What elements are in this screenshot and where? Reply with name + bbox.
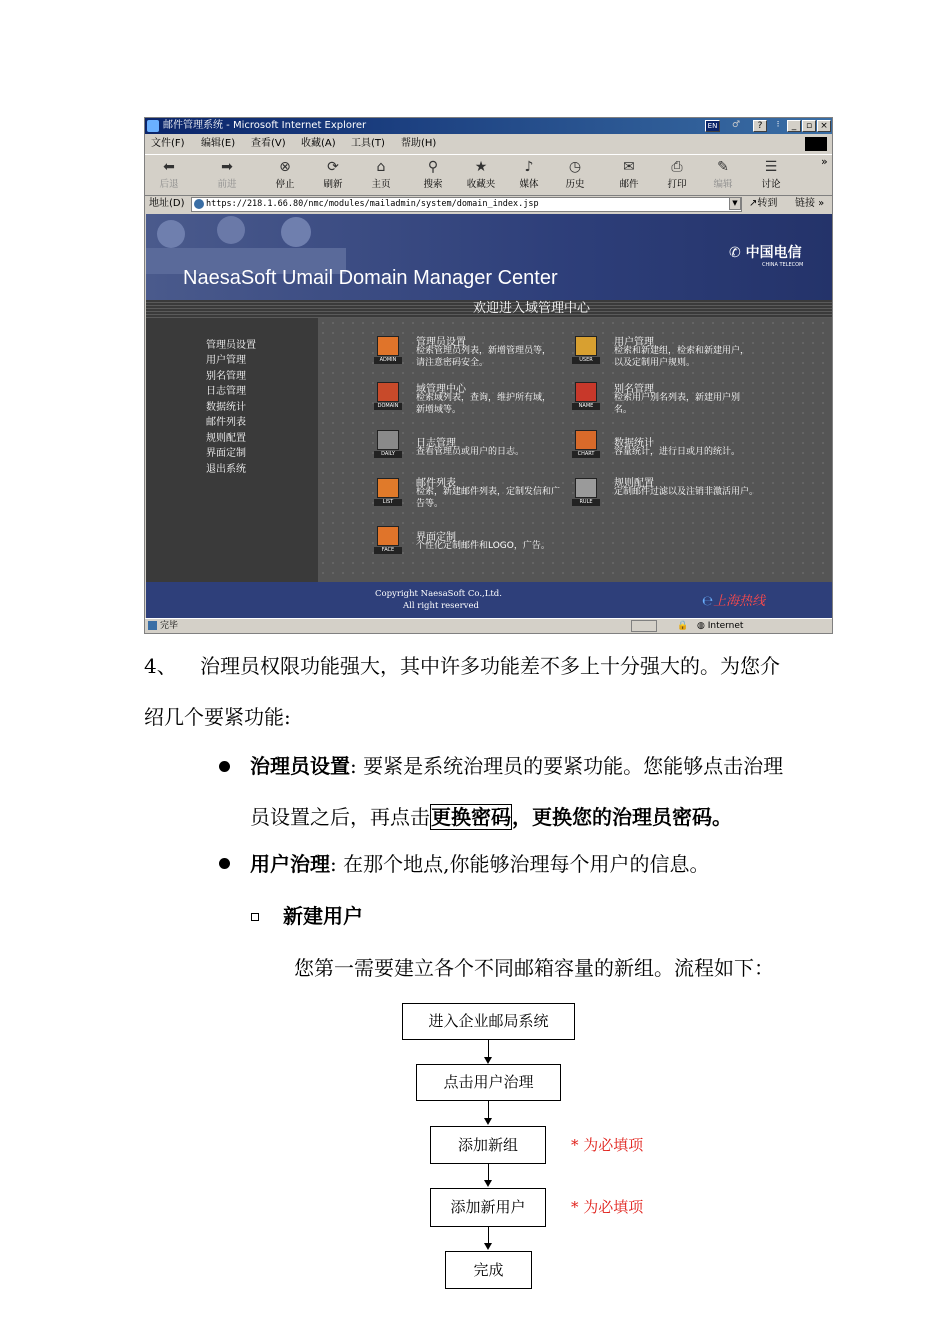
nav-mail-list[interactable]: 邮件列表 xyxy=(206,417,246,428)
discuss-button[interactable]: ☰ 讨论 xyxy=(761,159,781,190)
bullet-1-title: 治理员设置 xyxy=(250,754,350,778)
edit-icon: ✎ xyxy=(717,159,729,175)
title-bar xyxy=(145,118,832,134)
rule-module-icon[interactable]: RULE xyxy=(572,478,600,506)
module-title-rule[interactable]: 规则配置 xyxy=(614,478,654,489)
web-content xyxy=(146,214,832,618)
envelope-icon xyxy=(377,478,399,498)
menu-help[interactable]: 帮助(H) xyxy=(401,138,437,149)
flow-step-finish: 完成 xyxy=(445,1251,532,1289)
sub-paragraph: 您第一需要建立各个不同邮箱容量的新组。流程如下： xyxy=(294,956,774,980)
go-arrow-icon: ↗ xyxy=(749,198,758,209)
admin-module-icon[interactable]: ADMIN xyxy=(374,336,402,364)
flow-arrow-icon xyxy=(484,1243,492,1250)
module-title-domain[interactable]: 域管理中心 xyxy=(416,384,466,395)
flow-step-enter-system: 进入企业邮局系统 xyxy=(402,1003,575,1040)
welcome-bar xyxy=(146,300,832,318)
user-module-icon[interactable]: USER xyxy=(572,336,600,364)
telecom-icon: ✆ xyxy=(729,245,746,261)
welcome-text: 欢迎进入域管理中心 xyxy=(473,301,591,316)
browser-window xyxy=(144,117,833,634)
required-note: * 为必填项 xyxy=(571,1198,644,1216)
media-button[interactable]: ♪ 媒体 xyxy=(519,159,539,190)
banner-figures-image xyxy=(146,214,346,274)
rights-text: All right reserved xyxy=(403,601,479,611)
web-footer xyxy=(146,582,832,618)
history-button[interactable]: ◷ 历史 xyxy=(565,159,585,190)
sub-heading: 新建用户 xyxy=(283,904,363,928)
back-arrow-icon: ⬅ xyxy=(163,159,175,175)
para-line-2: 绍几个要紧功能: xyxy=(144,705,291,729)
home-icon: ⌂ xyxy=(376,159,386,175)
go-button[interactable]: ↗转到 xyxy=(749,198,778,209)
module-title-list[interactable]: 邮件列表 xyxy=(416,478,456,489)
url-dropdown-button[interactable]: ▼ xyxy=(729,197,741,210)
status-zone: ◍ Internet xyxy=(697,621,744,631)
bullet-dot xyxy=(219,858,230,869)
square-bullet xyxy=(251,913,259,921)
user-icon xyxy=(575,336,597,356)
minimize-button[interactable]: _ xyxy=(787,120,801,132)
bullet-dot xyxy=(219,761,230,772)
scroll-icon: ⁝ xyxy=(776,120,780,130)
module-title-log[interactable]: 日志管理 xyxy=(416,438,456,449)
flow-arrow-icon xyxy=(484,1180,492,1187)
status-bar xyxy=(145,618,832,634)
help-icon[interactable]: ? xyxy=(753,120,767,132)
status-cell xyxy=(631,620,657,632)
stop-icon: ⊗ xyxy=(279,159,291,175)
side-nav xyxy=(146,318,318,582)
para-line-1: 治理员权限功能强大，其中许多功能差不多上十分强大的。为您介 xyxy=(200,654,780,678)
history-icon: ◷ xyxy=(568,159,582,175)
bullet-2-title: 用户治理 xyxy=(250,852,330,876)
media-icon: ♪ xyxy=(524,159,534,175)
banner xyxy=(146,214,832,300)
mail-icon: ✉ xyxy=(623,159,635,175)
toolbar xyxy=(145,154,832,196)
nav-user-management[interactable]: 用户管理 xyxy=(206,355,246,366)
face-module-icon[interactable]: FACE xyxy=(374,526,402,554)
flow-connector xyxy=(488,1040,489,1058)
module-desc-alias: 检索用户别名列表，新建用户别名。 xyxy=(614,393,741,415)
module-desc-list: 检索，新建邮件列表，定制发信和广告等。 xyxy=(416,487,561,509)
menu-favorites[interactable]: 收藏(A) xyxy=(301,138,336,149)
telecom-logo: ✆ 中国电信 xyxy=(729,245,802,261)
ime-icon[interactable]: ♂ xyxy=(731,120,741,130)
module-desc-chart: 容量统计，进行日或月的统计。 xyxy=(614,447,741,457)
more-chevron-icon[interactable]: » xyxy=(821,155,828,168)
module-desc-user: 检索和新建组，检索和新建用户，以及定制用户规则。 xyxy=(614,346,750,368)
forward-arrow-icon: ➡ xyxy=(221,159,233,175)
menu-view[interactable]: 查看(V) xyxy=(251,138,286,149)
refresh-button[interactable]: ⟳ 刷新 xyxy=(323,159,343,190)
lock-icon: 🔒 xyxy=(677,621,689,631)
address-label: 地址(D) xyxy=(149,198,185,209)
forward-button[interactable]: ➡ 前进 xyxy=(217,159,237,190)
ie-icon xyxy=(147,120,159,132)
bullet-1-line-2: 员设置之后，再点击更换密码，更换您的治理员密码。 xyxy=(250,805,732,829)
flow-connector xyxy=(488,1101,489,1119)
flow-connector xyxy=(488,1227,489,1244)
module-title-user[interactable]: 用户管理 xyxy=(614,337,654,348)
module-title-admin[interactable]: 管理员设置 xyxy=(416,337,466,348)
home-button[interactable]: ⌂ 主页 xyxy=(371,159,391,190)
admin-icon xyxy=(377,336,399,356)
change-password-term: 更换密码 xyxy=(431,805,511,829)
nav-logout[interactable]: 退出系统 xyxy=(206,464,246,475)
print-icon: ⎙ xyxy=(671,159,683,175)
module-desc-admin: 检索管理员列表，新增管理员等，请注意密码安全。 xyxy=(416,346,552,368)
refresh-icon: ⟳ xyxy=(327,159,339,175)
flow-connector xyxy=(488,1164,489,1181)
bullet-1-line-1: 治理员设置: 要紧是系统治理员的要紧功能。您能够点击治理 xyxy=(250,754,784,778)
cocktail-icon xyxy=(575,382,597,402)
module-panel xyxy=(318,318,832,582)
flow-step-add-user: 添加新用户 xyxy=(430,1188,546,1227)
list-module-icon[interactable]: LIST xyxy=(374,478,402,506)
chart-module-icon[interactable]: CHART xyxy=(572,430,600,458)
required-note: * 为必填项 xyxy=(571,1136,644,1154)
para-number: 4、 xyxy=(144,654,177,678)
nav-rule-config[interactable]: 规则配置 xyxy=(206,433,246,444)
flow-step-user-admin: 点击用户治理 xyxy=(416,1064,561,1101)
face-grid-icon xyxy=(377,526,399,546)
windows-logo-icon xyxy=(805,137,827,151)
rule-icon xyxy=(575,478,597,498)
edit-button[interactable]: ✎ 编辑 xyxy=(713,159,733,190)
menu-bar xyxy=(145,135,832,153)
search-icon: ⚲ xyxy=(427,159,439,175)
discuss-icon: ☰ xyxy=(764,159,778,175)
telecom-english-name: CHINA TELECOM xyxy=(762,262,804,268)
domain-icon xyxy=(377,382,399,402)
menu-tools[interactable]: 工具(T) xyxy=(351,138,385,149)
module-desc-rule: 定制邮件过滤以及注销非激活用户。 xyxy=(614,487,759,497)
page-icon xyxy=(194,199,204,209)
stop-button[interactable]: ⊗ 停止 xyxy=(275,159,295,190)
language-badge[interactable]: EN xyxy=(705,120,720,132)
module-desc-face: 个性化定制邮件和LOGO，广告。 xyxy=(416,541,550,551)
log-grid-icon xyxy=(377,430,399,450)
nav-alias-management[interactable]: 别名管理 xyxy=(206,371,246,382)
module-title-alias[interactable]: 别名管理 xyxy=(614,384,654,395)
menu-file[interactable]: 文件(F) xyxy=(151,138,185,149)
module-desc-log: 查看管理员或用户的日志。 xyxy=(416,447,525,457)
log-module-icon[interactable]: DAILY xyxy=(374,430,402,458)
links-button[interactable]: 链接 » xyxy=(795,198,825,209)
online-logo: ℮上海热线 xyxy=(702,594,766,609)
favorites-button[interactable]: ★ 收藏夹 xyxy=(466,159,496,190)
back-button[interactable]: ⬅ 后退 xyxy=(159,159,179,190)
nav-statistics[interactable]: 数据统计 xyxy=(206,402,246,413)
address-bar xyxy=(145,195,832,213)
status-done: 完毕 xyxy=(148,619,178,634)
banner-title: NaesaSoft Umail Domain Manager Center xyxy=(183,267,558,289)
module-title-chart[interactable]: 数据统计 xyxy=(614,438,654,449)
url-input[interactable]: https://218.1.66.80/nmc/modules/mailadmin/system/domain_index.jsp xyxy=(191,197,742,212)
copyright-text: Copyright NaesaSoft Co.,Ltd. xyxy=(375,589,502,599)
nav-log-management[interactable]: 日志管理 xyxy=(206,386,246,397)
search-button[interactable]: ⚲ 搜索 xyxy=(423,159,443,190)
module-desc-domain: 检索域列表，查询，维护所有域，新增域等。 xyxy=(416,393,552,415)
page-done-icon xyxy=(148,621,157,630)
menu-edit[interactable]: 编辑(E) xyxy=(201,138,236,149)
mail-button[interactable]: ✉ 邮件 xyxy=(619,159,639,190)
bar-chart-icon xyxy=(575,430,597,450)
window-title: 邮件管理系统 - Microsoft Internet Explorer xyxy=(163,120,367,131)
flow-arrow-icon xyxy=(484,1057,492,1064)
nav-admin-settings[interactable]: 管理员设置 xyxy=(206,340,256,351)
online-logo-icon: ℮ xyxy=(702,594,714,609)
flow-arrow-icon xyxy=(484,1118,492,1125)
globe-icon: ◍ xyxy=(697,621,708,631)
favorites-icon: ★ xyxy=(474,159,488,175)
domain-module-icon[interactable]: DOMAIN xyxy=(374,382,402,410)
alias-module-icon[interactable]: NAME xyxy=(572,382,600,410)
bullet-2: 用户治理: 在那个地点,你能够治理每个用户的信息。 xyxy=(250,852,710,876)
flow-step-add-group: 添加新组 xyxy=(430,1126,546,1164)
module-title-face[interactable]: 界面定制 xyxy=(416,532,456,543)
nav-ui-customize[interactable]: 界面定制 xyxy=(206,448,246,459)
maximize-button[interactable]: ▫ xyxy=(802,120,816,132)
close-button[interactable]: × xyxy=(817,120,831,132)
print-button[interactable]: ⎙ 打印 xyxy=(667,159,687,190)
